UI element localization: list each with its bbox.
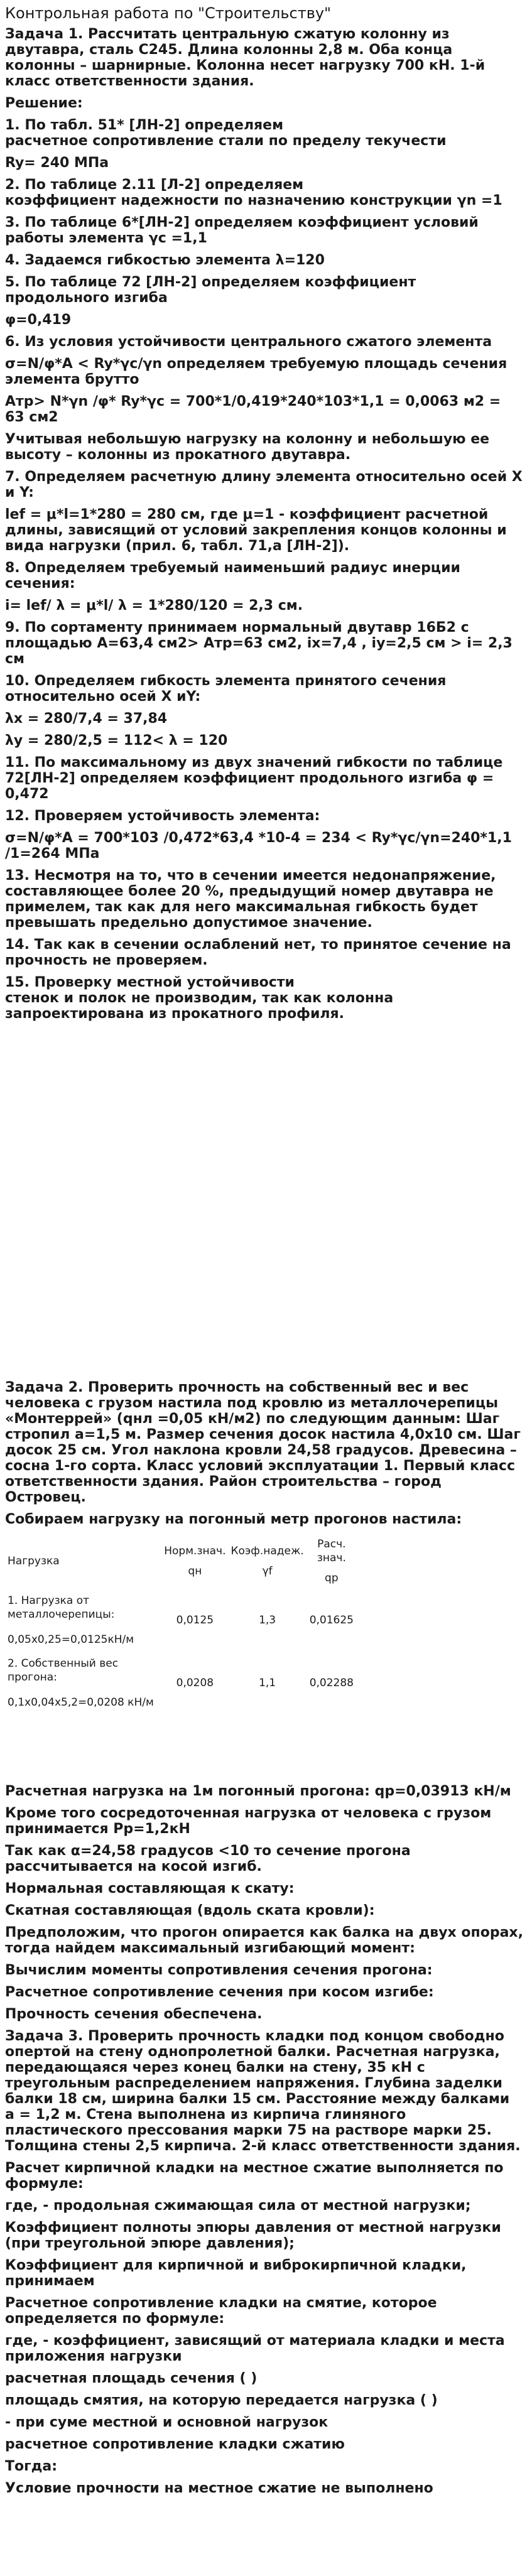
- blank-space: [5, 1714, 523, 1783]
- load-table: [5, 1534, 357, 1714]
- compressive-force-def: где, - продольная сжимающая сила от местной нагрузки;: [5, 2198, 471, 2214]
- point-load: Кроме того сосредоточенная нагрузка от человека с грузом принимается Pp=1,2кН: [5, 1805, 492, 1837]
- oblique-bending-note: Так как α=24,58 градусов <10 то сечение прогона рассчитывается на косой изгиб.: [5, 1843, 411, 1875]
- brick-masonry-coef: Коэффициент для кирпичной и виброкирпичной кладки, принимаем: [5, 2258, 467, 2289]
- design-load-total: Расчетная нагрузка на 1м погонный прогона: qp=0,03913 кН/м: [5, 1783, 511, 1799]
- step-15: 15. Проверку местной устойчивости стенок и полок не производим, так как колонна запроектирована из прокатного профиля.: [5, 975, 394, 1022]
- blank-space: [5, 1028, 523, 1380]
- header-normative: [161, 1534, 228, 1589]
- step-3: 3. По таблице 6*[ЛН-2] определяем коэффициент условий работы элемента γc =1,1: [5, 215, 479, 246]
- local-compression-formula: Расчет кирпичной кладки на местное сжатие выполняется по формуле:: [5, 2160, 504, 2192]
- strength-ok: Прочность сечения обеспечена.: [5, 2006, 263, 2022]
- phi-value: φ=0,419: [5, 312, 72, 328]
- table-row: [5, 1652, 357, 1714]
- row-load-name: [5, 1589, 161, 1652]
- header-design-label: Расч. знач.: [317, 1538, 346, 1564]
- row-load-title: 2. Собственный вес прогона:: [8, 1657, 119, 1684]
- radius-formula: i= lef/ λ = μ*l/ λ = 1*280/120 = 2,3 см.: [5, 598, 303, 614]
- stability-formula: σ=N/φ*A < Ry*γc/γn определяем требуемую площадь сечения элемента брутто: [5, 356, 508, 387]
- header-design: [307, 1534, 357, 1589]
- step-7: 7. Определяем расчетную длину элемента относительно осей X и Y:: [5, 469, 523, 501]
- step-12: 12. Проверяем устойчивость элемента:: [5, 808, 320, 824]
- task2-statement: Задача 2. Проверить прочность на собственный вес и вес человека с грузом настила под кровлю из металлочерепицы «Монтеррей» (qнл =0,05 кН/м2) по следующим данным: Шаг стропил а=1,5 м. Размер сечения досок настила 4,0х10 см. Шаг досок 25 см. Угол наклона кровли 24,58 градусов. Древесина – сосна 1-го сорта. Класс условий эксплуатации 1. Первый класс ответственности здания. Район строительства – город Островец.: [5, 1380, 521, 1505]
- step-5: 5. По таблице 72 [ЛН-2] определяем коэффициент продольного изгиба: [5, 274, 416, 306]
- header-normative-label: Норм.знач.: [164, 1545, 226, 1557]
- column-note: Учитывая небольшую нагрузку на колонну и небольшую ее высоту – колонны из прокатного двутавра.: [5, 431, 490, 463]
- then-label: Тогда:: [5, 2459, 58, 2474]
- stability-check: σ=N/φ*A = 700*103 /0,472*63,4 *10-4 = 234 < Ry*γc/γn=240*1,1 /1=264 МПа: [5, 830, 512, 862]
- design-resistance: Расчетное сопротивление сечения при косом изгибе:: [5, 1984, 434, 2000]
- ry-value: Ry= 240 МПа: [5, 155, 109, 171]
- step-6: 6. Из условия устойчивости центрального сжатого элемента: [5, 334, 492, 350]
- task3-statement: Задача 3. Проверить прочность кладки под концом свободно опертой на стену однопролетной балки. Расчетная нагрузка, передающаяся через конец балки на стену, 35 кН с треугольным распределением напряжения. Глубина заделки балки 18 см, ширина балки 15 см. Расстояние между балками a = 1,2 м. Стена выполнена из кирпича глиняного пластического прессования марки 75 на растворе марки 25. Толщина стены 2,5 кирпича. 2-й класс ответственности здания.: [5, 2028, 521, 2154]
- step-8: 8. Определяем требуемый наименьший радиус инерции сечения:: [5, 560, 460, 592]
- row-design: 0,02288: [309, 1677, 354, 1689]
- header-normative-symbol: qн: [188, 1565, 202, 1578]
- row-load-detail: 0,1х0,04х5,2=0,0208 кН/м: [8, 1696, 154, 1709]
- header-reliability: [228, 1534, 306, 1589]
- combined-load-note: - при суме местной и основной нагрузок: [5, 2415, 328, 2430]
- header-reliability-label: Коэф.надеж.: [231, 1545, 304, 1557]
- document-title: Контрольная работа по "Строительству": [5, 4, 332, 22]
- row-load-title: 1. Нагрузка от металлочерепицы:: [8, 1594, 115, 1621]
- solution-heading: Решение:: [5, 95, 83, 111]
- normal-component: Нормальная составляющая к скату:: [5, 1881, 295, 1897]
- max-moment-note: Предположим, что прогон опирается как балка на двух опорах, тогда найдем максимальный изгибающий момент:: [5, 1925, 523, 1956]
- step-11: 11. По максимальному из двух значений гибкости по таблице 72[ЛН-2] определяем коэффициент продольного изгиба φ = 0,472: [5, 755, 503, 802]
- lambda-y: λy = 280/2,5 = 112< λ = 120: [5, 733, 228, 749]
- task2-section: [5, 1380, 523, 2022]
- row-normative: 0,0208: [176, 1677, 214, 1689]
- step-9: 9. По сортаменту принимаем нормальный двутавр 16Б2 с площадью A=63,4 см2> Aтр=63 см2, ix=7,4 , iy=2,5 см > i= 2,3 см: [5, 620, 513, 667]
- step-1: 1. По табл. 51* [ЛН-2] определяем расчетное сопротивление стали по пределу текучести: [5, 117, 447, 149]
- header-reliability-symbol: γf: [262, 1565, 273, 1578]
- lambda-x: λx = 280/7,4 = 37,84: [5, 711, 168, 727]
- load-collection-heading: Собираем нагрузку на погонный метр прогонов настила:: [5, 1512, 462, 1527]
- header-design-symbol: qp: [325, 1572, 339, 1584]
- bearing-area: площадь смятия, на которую передается нагрузка ( ): [5, 2393, 438, 2408]
- row-load-name: [5, 1652, 161, 1714]
- step-10: 10. Определяем гибкость элемента принятого сечения относительно осей X иY:: [5, 673, 447, 705]
- row-load-detail: 0,05х0,25=0,0125кН/м: [8, 1633, 134, 1646]
- bearing-resistance: Расчетное сопротивление кладки на смятие, которое определяется по формуле:: [5, 2295, 437, 2327]
- strength-not-satisfied: Условие прочности на местное сжатие не выполнено: [5, 2481, 433, 2496]
- pressure-completeness-coef: Коэффициент полноты эпюры давления от местной нагрузки (при треугольной эпюре давления);: [5, 2220, 501, 2251]
- row-design: 0,01625: [309, 1614, 354, 1626]
- step-4: 4. Задаемся гибкостью элемента λ=120: [5, 252, 325, 268]
- table-row: [5, 1589, 357, 1652]
- task1-statement: Задача 1. Рассчитать центральную сжатую колонну из двутавра, сталь С245. Длина колонны 2,8 м. Оба конца колонны – шарнирные. Колонна несет нагрузку 700 кН. 1-й класс ответственности здания.: [5, 26, 486, 89]
- row-normative: 0,0125: [176, 1614, 214, 1626]
- effective-length: lef = μ*l=1*280 = 280 см, где μ=1 - коэффициент расчетной длины, зависящий от условий закрепления концов колонны и вида нагрузки (прил. 6, табл. 71,а [ЛН-2]).: [5, 507, 507, 554]
- step-2: 2. По таблице 2.11 [Л-2] определяем коэффициент надежности по назначению конструкции γn =1: [5, 177, 502, 208]
- header-load: Нагрузка: [8, 1555, 60, 1567]
- material-coef: где, - коэффициент, зависящий от материала кладки и места приложения нагрузки: [5, 2333, 505, 2364]
- section-moduli: Вычислим моменты сопротивления сечения прогона:: [5, 1962, 433, 1978]
- row-reliability: 1,3: [259, 1614, 276, 1626]
- step-13: 13. Несмотря на то, что в сечении имеется недонапряжение, составляющее более 20 %, предыдущий номер двутавра не примелем, так как для него максимальная гибкость будет превышать предельно допустимое значение.: [5, 868, 496, 931]
- masonry-compression-resistance: расчетное сопротивление кладки сжатию: [5, 2437, 345, 2452]
- load-table-header: [5, 1534, 357, 1589]
- step-14: 14. Так как в сечении ослаблений нет, то принятое сечение на прочность не проверяем.: [5, 937, 511, 968]
- task1-section: [5, 26, 523, 1022]
- slope-component: Скатная составляющая (вдоль ската кровли):: [5, 1903, 375, 1918]
- design-area: расчетная площадь сечения ( ): [5, 2371, 258, 2386]
- required-area: Aтр> N*γn /φ* Ry*γc = 700*1/0,419*240*103*1,1 = 0,0063 м2 = 63 см2: [5, 394, 501, 425]
- row-reliability: 1,1: [259, 1677, 276, 1689]
- task3-section: [5, 2028, 523, 2496]
